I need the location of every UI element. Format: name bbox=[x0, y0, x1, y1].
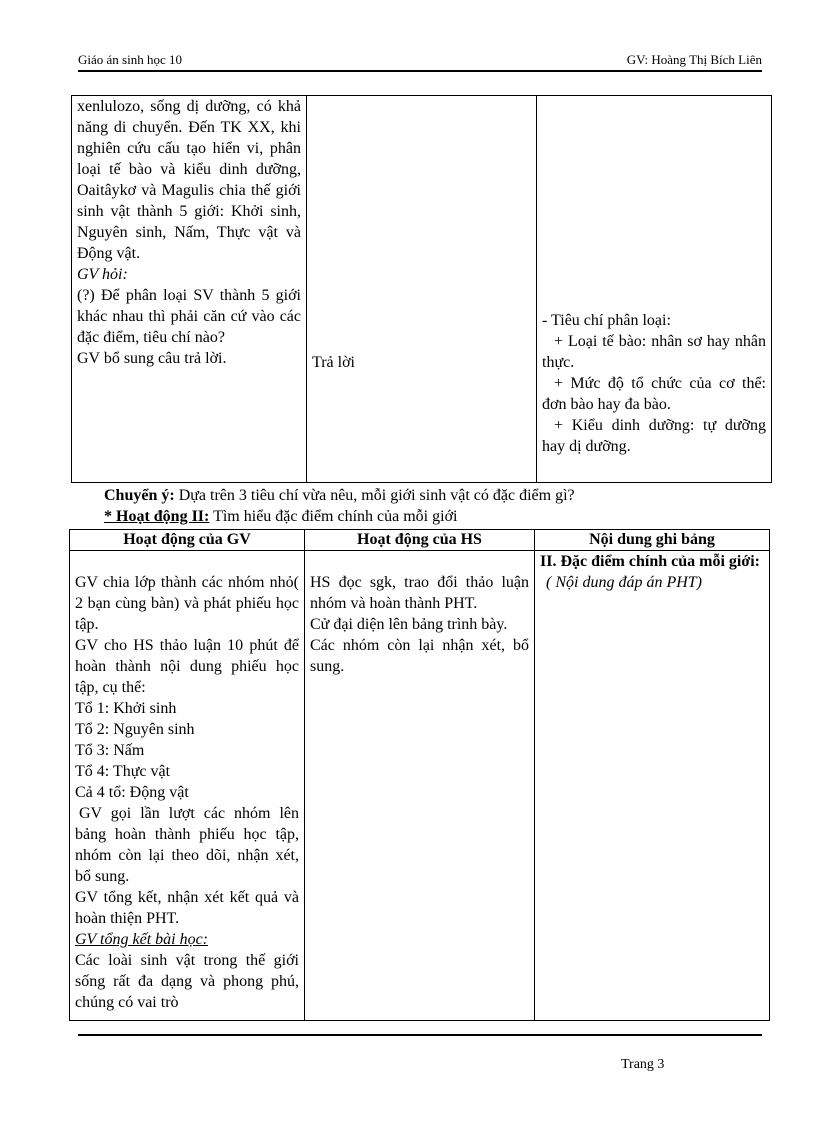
board-content-cell bbox=[537, 96, 772, 483]
section-heading: II. Đặc điểm chính của mỗi giới: bbox=[540, 553, 760, 570]
student-activity-cell bbox=[305, 551, 535, 1021]
transition-text: Dựa trên 3 tiêu chí vừa nêu, mỗi giới sinh vật có đặc điểm gì? bbox=[178, 487, 575, 504]
header-course: Giáo án sinh học 10 bbox=[78, 52, 182, 67]
teacher-activity-cell bbox=[70, 551, 305, 1021]
text-paragraph: GV gọi lần lượt các nhóm lên bảng hoàn thành phiếu học tập, nhóm còn lại theo dõi, nhận xét, bổ sung. bbox=[75, 805, 299, 885]
text-paragraph: Các loài sinh vật trong thế giới sống rất đa dạng và phong phú, chúng có vai trò bbox=[75, 952, 299, 1011]
criteria-title: - Tiêu chí phân loại: bbox=[542, 312, 671, 329]
text-paragraph: GV cho HS thảo luận 10 phút để hoàn thành nội dung phiếu học tập, cụ thể: bbox=[75, 637, 299, 696]
criteria-item: + Kiểu dinh dưỡng: tự dưỡng hay dị dưỡng. bbox=[542, 417, 766, 455]
group-item: Tổ 1: Khởi sinh bbox=[75, 700, 177, 717]
gv-question-label: GV hỏi: bbox=[77, 266, 128, 283]
board-content-cell bbox=[535, 551, 770, 1021]
teacher-activity-cell bbox=[72, 96, 307, 483]
text-paragraph: Cử đại diện lên bảng trình bày. bbox=[310, 616, 508, 633]
group-item: Tổ 3: Nấm bbox=[75, 742, 145, 759]
group-item: Cả 4 tổ: Động vật bbox=[75, 784, 189, 801]
transition-label: Chuyển ý: bbox=[104, 487, 175, 504]
header-board-content: Nội dung ghi bảng bbox=[535, 530, 770, 551]
activity-table-continued bbox=[71, 95, 772, 483]
page-header bbox=[78, 52, 762, 72]
page-number: Trang 3 bbox=[621, 1057, 665, 1072]
footer-rule bbox=[78, 1034, 762, 1036]
text-paragraph: GV bổ sung câu trả lời. bbox=[77, 350, 227, 367]
text-paragraph: xenlulozo, sống dị dưỡng, có khả năng di chuyển. Đến TK XX, khi nghiên cứu cấu tạo hiển vi, phân loại tế bào và kiểu dinh dưỡng, Oaitâykơ và Magulis chia thế giới sinh vật thành 5 giới: Khởi sinh, Nguyên sinh, Nấm, Thực vật và Động vật. bbox=[77, 98, 301, 262]
header-teacher-activity: Hoạt động của GV bbox=[70, 530, 305, 551]
answer-note: ( Nội dung đáp án PHT) bbox=[546, 574, 702, 591]
lesson-summary-label: GV tổng kết bài học: bbox=[75, 931, 209, 948]
text-paragraph: Các nhóm còn lại nhận xét, bổ sung. bbox=[310, 637, 529, 675]
header-teacher: GV: Hoàng Thị Bích Liên bbox=[626, 52, 762, 67]
group-item: Tổ 4: Thực vật bbox=[75, 763, 171, 780]
text-paragraph: (?) Để phân loại SV thành 5 giới khác nhau thì phải căn cứ vào các đặc điểm, tiêu chí nào? bbox=[77, 287, 301, 346]
text-paragraph: GV chia lớp thành các nhóm nhỏ( 2 bạn cùng bàn) và phát phiếu học tập. bbox=[75, 574, 299, 633]
activity-title: Tìm hiểu đặc điểm chính của mỗi giới bbox=[213, 508, 458, 525]
activity-label: * Hoạt động II: bbox=[104, 508, 210, 525]
text-paragraph: GV tổng kết, nhận xét kết quả và hoàn thiện PHT. bbox=[75, 889, 299, 927]
activity-heading bbox=[104, 507, 457, 527]
student-activity-cell bbox=[307, 96, 537, 483]
answer-text: Trả lời bbox=[312, 354, 355, 371]
text-paragraph: HS đọc sgk, trao đổi thảo luận nhóm và hoàn thành PHT. bbox=[310, 574, 529, 612]
group-item: Tổ 2: Nguyên sinh bbox=[75, 721, 195, 738]
activity-two-table bbox=[69, 529, 770, 1021]
transition-line bbox=[104, 486, 575, 506]
criteria-item: + Mức độ tổ chức của cơ thể: đơn bào hay đa bào. bbox=[542, 375, 766, 413]
header-student-activity: Hoạt động của HS bbox=[305, 530, 535, 551]
criteria-item: + Loại tế bào: nhân sơ hay nhân thực. bbox=[542, 333, 766, 371]
